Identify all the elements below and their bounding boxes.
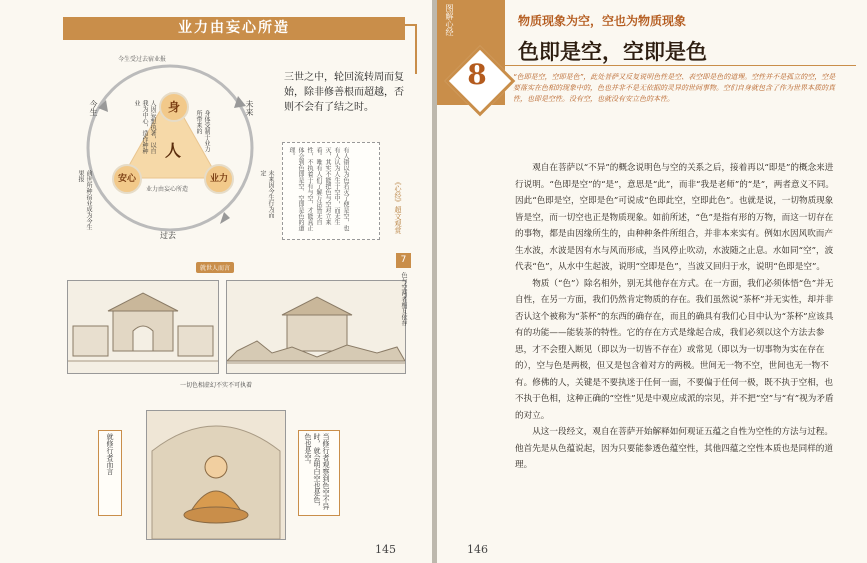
- body-paragraph-3: 从这一段经文，观自在菩萨开始解释如何观证五蕴之自性为空性的方法与过程。他首先是从色蕴说起，因为只要能参透色蕴空性，其他四蕴之空性本质也是同样的道理。: [515, 427, 833, 470]
- node-deluded-mind: 安心: [112, 164, 142, 194]
- illustration-meditating-monk: [146, 410, 286, 540]
- cycle-left-label: 今生: [89, 100, 98, 116]
- cycle-top-caption: 今生受过去宿业报: [118, 56, 167, 63]
- chapter-side-title: 色与空两者相互依存: [400, 272, 407, 326]
- banner-hook-decoration: [404, 24, 417, 74]
- illustration-ruined-gate: [226, 280, 406, 374]
- section-abstract: “色即是空，空即是色”，此处菩萨又反复说明色性是空、表空即是色的道理。空性并不是孤立的空，空是要落实在色相的现象中的，色也并非不是无依据的灵异的世间事物。空们自身就包含了作为世界本质的真性，也即是空性。没有空，也就没有安立色的本性。: [513, 73, 836, 103]
- inner-bottom-text: 业力由妄心所造: [146, 186, 189, 193]
- page-title: 色即是空，空即是色: [518, 39, 707, 64]
- inner-right-text: 身体受制于业力所带来的: [195, 110, 210, 152]
- body-paragraph-1: 观自在菩萨以“不异”的概念说明色与空的关系之后，接着再以“即是”的概念来进行说明。“色即是空”的“是”，意思是“此”，而非“我是老师”的“是”，两者意义不同。因此“色即是空，空即是色”可说成“色即此空，空即此色”。也就是说，一切物质现象皆是空，而一切空也正是物质现象。如前所述，“色”是指有形的万物，而这一切存在的事物，都是由因缘所生的，由种种条件所组合，并非本来实有。例如水因风吹而产生水波，水波是因有水与风而形成，当风停止吹动，水波随之止息。水如同“空”，波代表“色”，从水中生起波，说明“空即是色”，当波又回归于水，说明“色即是空”。: [515, 163, 834, 272]
- monk-drawing: [147, 411, 285, 539]
- intro-text: 三世之中，轮回流转周而复始，除非修善根而超越，否则不会有了结之时。: [284, 72, 404, 113]
- section-kicker: 物质现象为空，空也为物质现象: [518, 14, 687, 28]
- body-text: [515, 160, 839, 474]
- practitioner-note: 当修行者观察到色空不异时，就会明白空也是色，色也是空。: [304, 433, 330, 510]
- practitioner-note-box: [298, 430, 340, 516]
- chapter-badge: 7: [396, 253, 411, 268]
- scene-tag: 就世人而言: [196, 262, 234, 273]
- page-number-left: 145: [375, 543, 396, 556]
- chapter-number: 8: [467, 58, 487, 91]
- section-banner: 业力由妄心所造: [63, 17, 405, 40]
- center-person: 人: [165, 141, 182, 160]
- right-page: [437, 0, 867, 563]
- node-karma: 业力: [204, 164, 234, 194]
- cycle-bottom-left-caption: 前世所种宿业成为今生果报: [77, 170, 92, 230]
- cycle-right-caption: 未来因今生行为而定: [259, 170, 274, 218]
- title-divider: [501, 65, 856, 66]
- cycle-bottom-label: 过去: [160, 231, 176, 240]
- practitioner-label-box: [98, 430, 122, 516]
- body-paragraph-2: 物质（“色”）除名相外，别无其他存在方式。在一方面，我们必须体悟“色”并无自性，在另一方面，我们仍然肯定物质的存在。我们虽然说“茶杯”并无实性，却并非否认这个被称为“茶杯”的东西的确存在，而且的确具有我们心目中认为“茶杯”应该具有的功能——能装茶的特性。它的存在方式是缘起合成，我们必须以这个方法去参思，才不会堕入断见（即以为一切皆不存在）或常见（即以为一切事物为实在存在的），空与色是两极，但又是包含着对方的两极。世间无一物不空，世间也无一物不有。修佛的人，关键是不要执迷于任何一面，不要偏于任何一极，既不执于空相，也不执于色相，这种正确的“空性”见是中观应成派的宗见，并不把“空”与“有”视为矛盾的对立。: [515, 278, 834, 421]
- book-tab-label: 图解心经: [445, 4, 454, 36]
- side-section-label: 《心经》超文观赏: [394, 178, 402, 234]
- cycle-right-label: 未来: [245, 100, 254, 116]
- illustration-city-gate: [67, 280, 219, 374]
- note-text: 有人错以为色若灭了便是空，也有人认为人生于空中，而无生灭，其实不能把色与空对立来看。唯有人们了解万法皆无自性，不执着于有与空，才能真正体会到色即是空、空即是色的道理。: [288, 147, 349, 231]
- page-number-right: 146: [467, 543, 488, 556]
- left-page: [0, 0, 432, 563]
- scene-caption: 一切色相虚幻不实不可执着: [180, 382, 253, 389]
- note-box: [282, 142, 380, 240]
- ruined-gate-drawing: [227, 281, 405, 373]
- practitioner-label: 就修行者而言: [106, 433, 114, 475]
- node-body: 身: [159, 92, 189, 122]
- inner-left-text: 人因妄想执著，以自我为中心，造作种种业: [133, 100, 156, 154]
- city-gate-drawing: [68, 281, 218, 373]
